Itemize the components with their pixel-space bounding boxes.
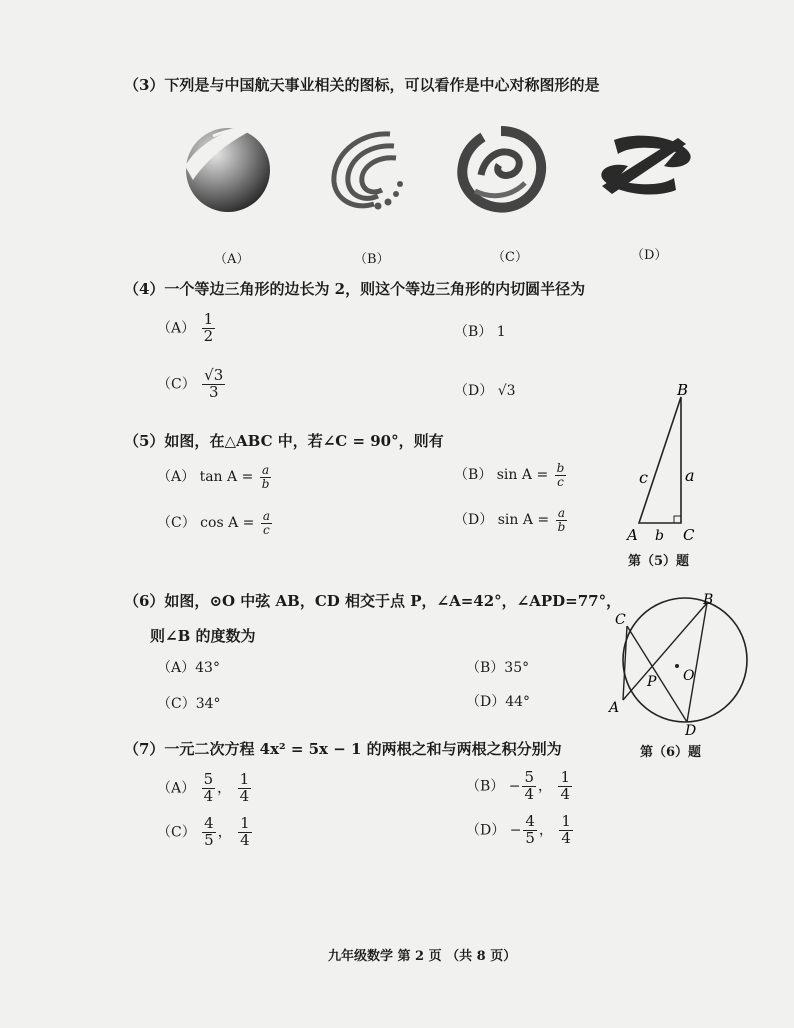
- q3-label-c: （C）: [492, 250, 528, 265]
- q6-option-b-text: 35°: [504, 660, 530, 676]
- q6-option-a: [157, 657, 220, 677]
- q5-option-b: [454, 462, 568, 488]
- q4-c-numerator: √3: [204, 366, 224, 384]
- q5-a-denominator: b: [261, 476, 270, 491]
- q6-option-d: [466, 691, 530, 711]
- q4-option-c-label: （C）: [157, 376, 196, 393]
- q7-a-comma: ，: [217, 780, 232, 797]
- q7-d-sum-numerator: 4: [525, 812, 535, 830]
- q7-c-sum-denominator: 5: [204, 830, 214, 849]
- q4-option-b: [454, 321, 506, 341]
- q4-a-denominator: 2: [203, 326, 214, 345]
- q5-triangle-figure: [615, 383, 705, 543]
- q7-d-minus: −: [509, 822, 522, 839]
- q7-b-product-numerator: 1: [560, 768, 571, 786]
- q5-option-a-function: tan A =: [199, 469, 254, 486]
- q6-option-c-text: 34°: [195, 696, 221, 712]
- q6-caption: 第（6）题: [640, 745, 702, 760]
- q7-d-comma: ，: [538, 822, 553, 839]
- q5-option-d-function: sin A =: [497, 512, 550, 529]
- q4-option-a: [157, 312, 217, 345]
- q3-logo-d: [594, 132, 698, 200]
- q5-option-a-label: （A）: [157, 469, 196, 486]
- q7-option-d-label: （D）: [466, 822, 506, 839]
- q3-stem: （3）下列是与中国航天事业相关的图标，可以看作是中心对称图形的是: [124, 76, 600, 94]
- q5-option-b-label: （B）: [454, 467, 493, 484]
- q6-option-c-label: （C）: [157, 696, 196, 712]
- q4-option-d: [454, 380, 516, 400]
- q5-c-numerator: a: [262, 509, 270, 523]
- q6-segment-bd: [687, 603, 707, 722]
- q7-a-sum-denominator: 4: [203, 786, 214, 805]
- q7-b-minus: −: [508, 778, 521, 795]
- q6-chord-ab: [623, 603, 707, 700]
- q7-option-a: [157, 772, 253, 805]
- q6-option-d-label: （D）: [466, 694, 506, 710]
- q6-stem-line-1: （6）如图，⊙O 中弦 AB，CD 相交于点 P，∠A=42°，∠APD=77°，: [124, 592, 622, 610]
- q6-circle-figure: [603, 588, 763, 738]
- q5-option-c: [157, 510, 274, 536]
- q5-vertex-b: B: [677, 383, 689, 399]
- q5-option-b-function: sin A =: [496, 467, 549, 484]
- q7-a-product-denominator: 4: [239, 786, 250, 805]
- q5-d-numerator: a: [557, 506, 565, 520]
- q3-logo-a: [183, 118, 277, 216]
- q6-stem-line-2: 则∠B 的度数为: [150, 627, 256, 645]
- q3-label-b: （B）: [354, 252, 390, 267]
- q5-side-b: b: [655, 528, 664, 543]
- q7-b-sum-numerator: 5: [524, 768, 535, 786]
- q5-option-d: [454, 507, 569, 533]
- q7-d-sum-denominator: 5: [525, 828, 535, 847]
- q5-option-c-label: （C）: [157, 515, 196, 532]
- q4-option-d-label: （D）: [454, 383, 494, 399]
- q6-option-a-text: 43°: [195, 660, 220, 676]
- q4-option-b-label: （B）: [454, 324, 493, 340]
- q5-caption: 第（5）题: [628, 554, 690, 569]
- q6-circle: [623, 598, 747, 722]
- q7-option-b: [466, 770, 574, 803]
- q7-b-sum-denominator: 4: [524, 784, 535, 803]
- q6-point-o: O: [683, 668, 695, 684]
- q6-option-c: [157, 693, 221, 713]
- q6-point-p: P: [647, 674, 657, 690]
- q5-triangle: [639, 397, 681, 523]
- q6-point-a: A: [609, 700, 620, 716]
- q7-c-comma: ，: [217, 824, 232, 841]
- q6-option-d-text: 44°: [505, 694, 531, 710]
- q4-c-denominator: 3: [208, 382, 219, 401]
- page-footer: 九年级数学 第 2 页 （共 8 页）: [328, 949, 517, 964]
- q7-a-sum-numerator: 5: [203, 770, 214, 788]
- q6-point-d: D: [685, 723, 697, 738]
- q7-option-c-label: （C）: [157, 824, 196, 841]
- q7-c-product-numerator: 1: [240, 814, 250, 832]
- q4-option-a-label: （A）: [157, 320, 196, 337]
- q6-point-c: C: [615, 612, 626, 628]
- q3-logo-c: [455, 125, 547, 215]
- q5-side-a: a: [685, 466, 695, 485]
- q5-right-angle-mark: [674, 516, 681, 523]
- q7-a-product-numerator: 1: [239, 770, 250, 788]
- q6-option-a-label: （A）: [157, 660, 196, 676]
- q6-chord-cd: [627, 626, 687, 722]
- q7-option-c: [157, 816, 254, 849]
- q7-d-product-numerator: 1: [561, 812, 571, 830]
- q6-option-b-label: （B）: [466, 660, 505, 676]
- q5-c-denominator: c: [263, 522, 270, 537]
- q4-a-numerator: 1: [203, 310, 214, 328]
- q4-option-b-text: 1: [496, 324, 506, 340]
- q7-b-comma: ，: [538, 778, 553, 795]
- q7-c-product-denominator: 4: [240, 830, 250, 849]
- q5-b-numerator: b: [556, 461, 565, 475]
- q7-option-b-label: （B）: [466, 778, 505, 795]
- q5-option-d-label: （D）: [454, 512, 494, 529]
- q5-vertex-c: C: [683, 526, 695, 543]
- q6-point-b: B: [703, 592, 714, 608]
- q5-b-denominator: c: [557, 474, 564, 489]
- q5-a-numerator: a: [262, 463, 270, 477]
- q6-center-point: [675, 664, 679, 668]
- q7-b-product-denominator: 4: [560, 784, 571, 803]
- q7-option-d: [466, 814, 575, 847]
- q4-option-c: [157, 368, 227, 401]
- q5-d-denominator: b: [557, 519, 566, 534]
- q3-logo-b: [318, 122, 414, 218]
- q5-option-c-function: cos A =: [200, 515, 255, 532]
- q4-stem: （4）一个等边三角形的边长为 2，则这个等边三角形的内切圆半径为: [124, 280, 586, 298]
- q5-side-c: c: [639, 468, 648, 487]
- q3-label-a: （A）: [214, 252, 250, 267]
- q5-stem: （5）如图，在△ABC 中，若∠C = 90°，则有: [124, 432, 444, 450]
- q7-d-product-denominator: 4: [561, 828, 571, 847]
- q6-option-b: [466, 657, 529, 677]
- q5-option-a: [157, 464, 273, 490]
- q5-vertex-a: A: [627, 526, 638, 543]
- q4-option-d-text: √3: [497, 383, 516, 399]
- q7-c-sum-numerator: 4: [204, 814, 214, 832]
- q3-label-d: （D）: [631, 248, 668, 263]
- q7-option-a-label: （A）: [157, 780, 196, 797]
- q7-stem: （7）一元二次方程 4x² = 5x − 1 的两根之和与两根之积分别为: [124, 740, 562, 758]
